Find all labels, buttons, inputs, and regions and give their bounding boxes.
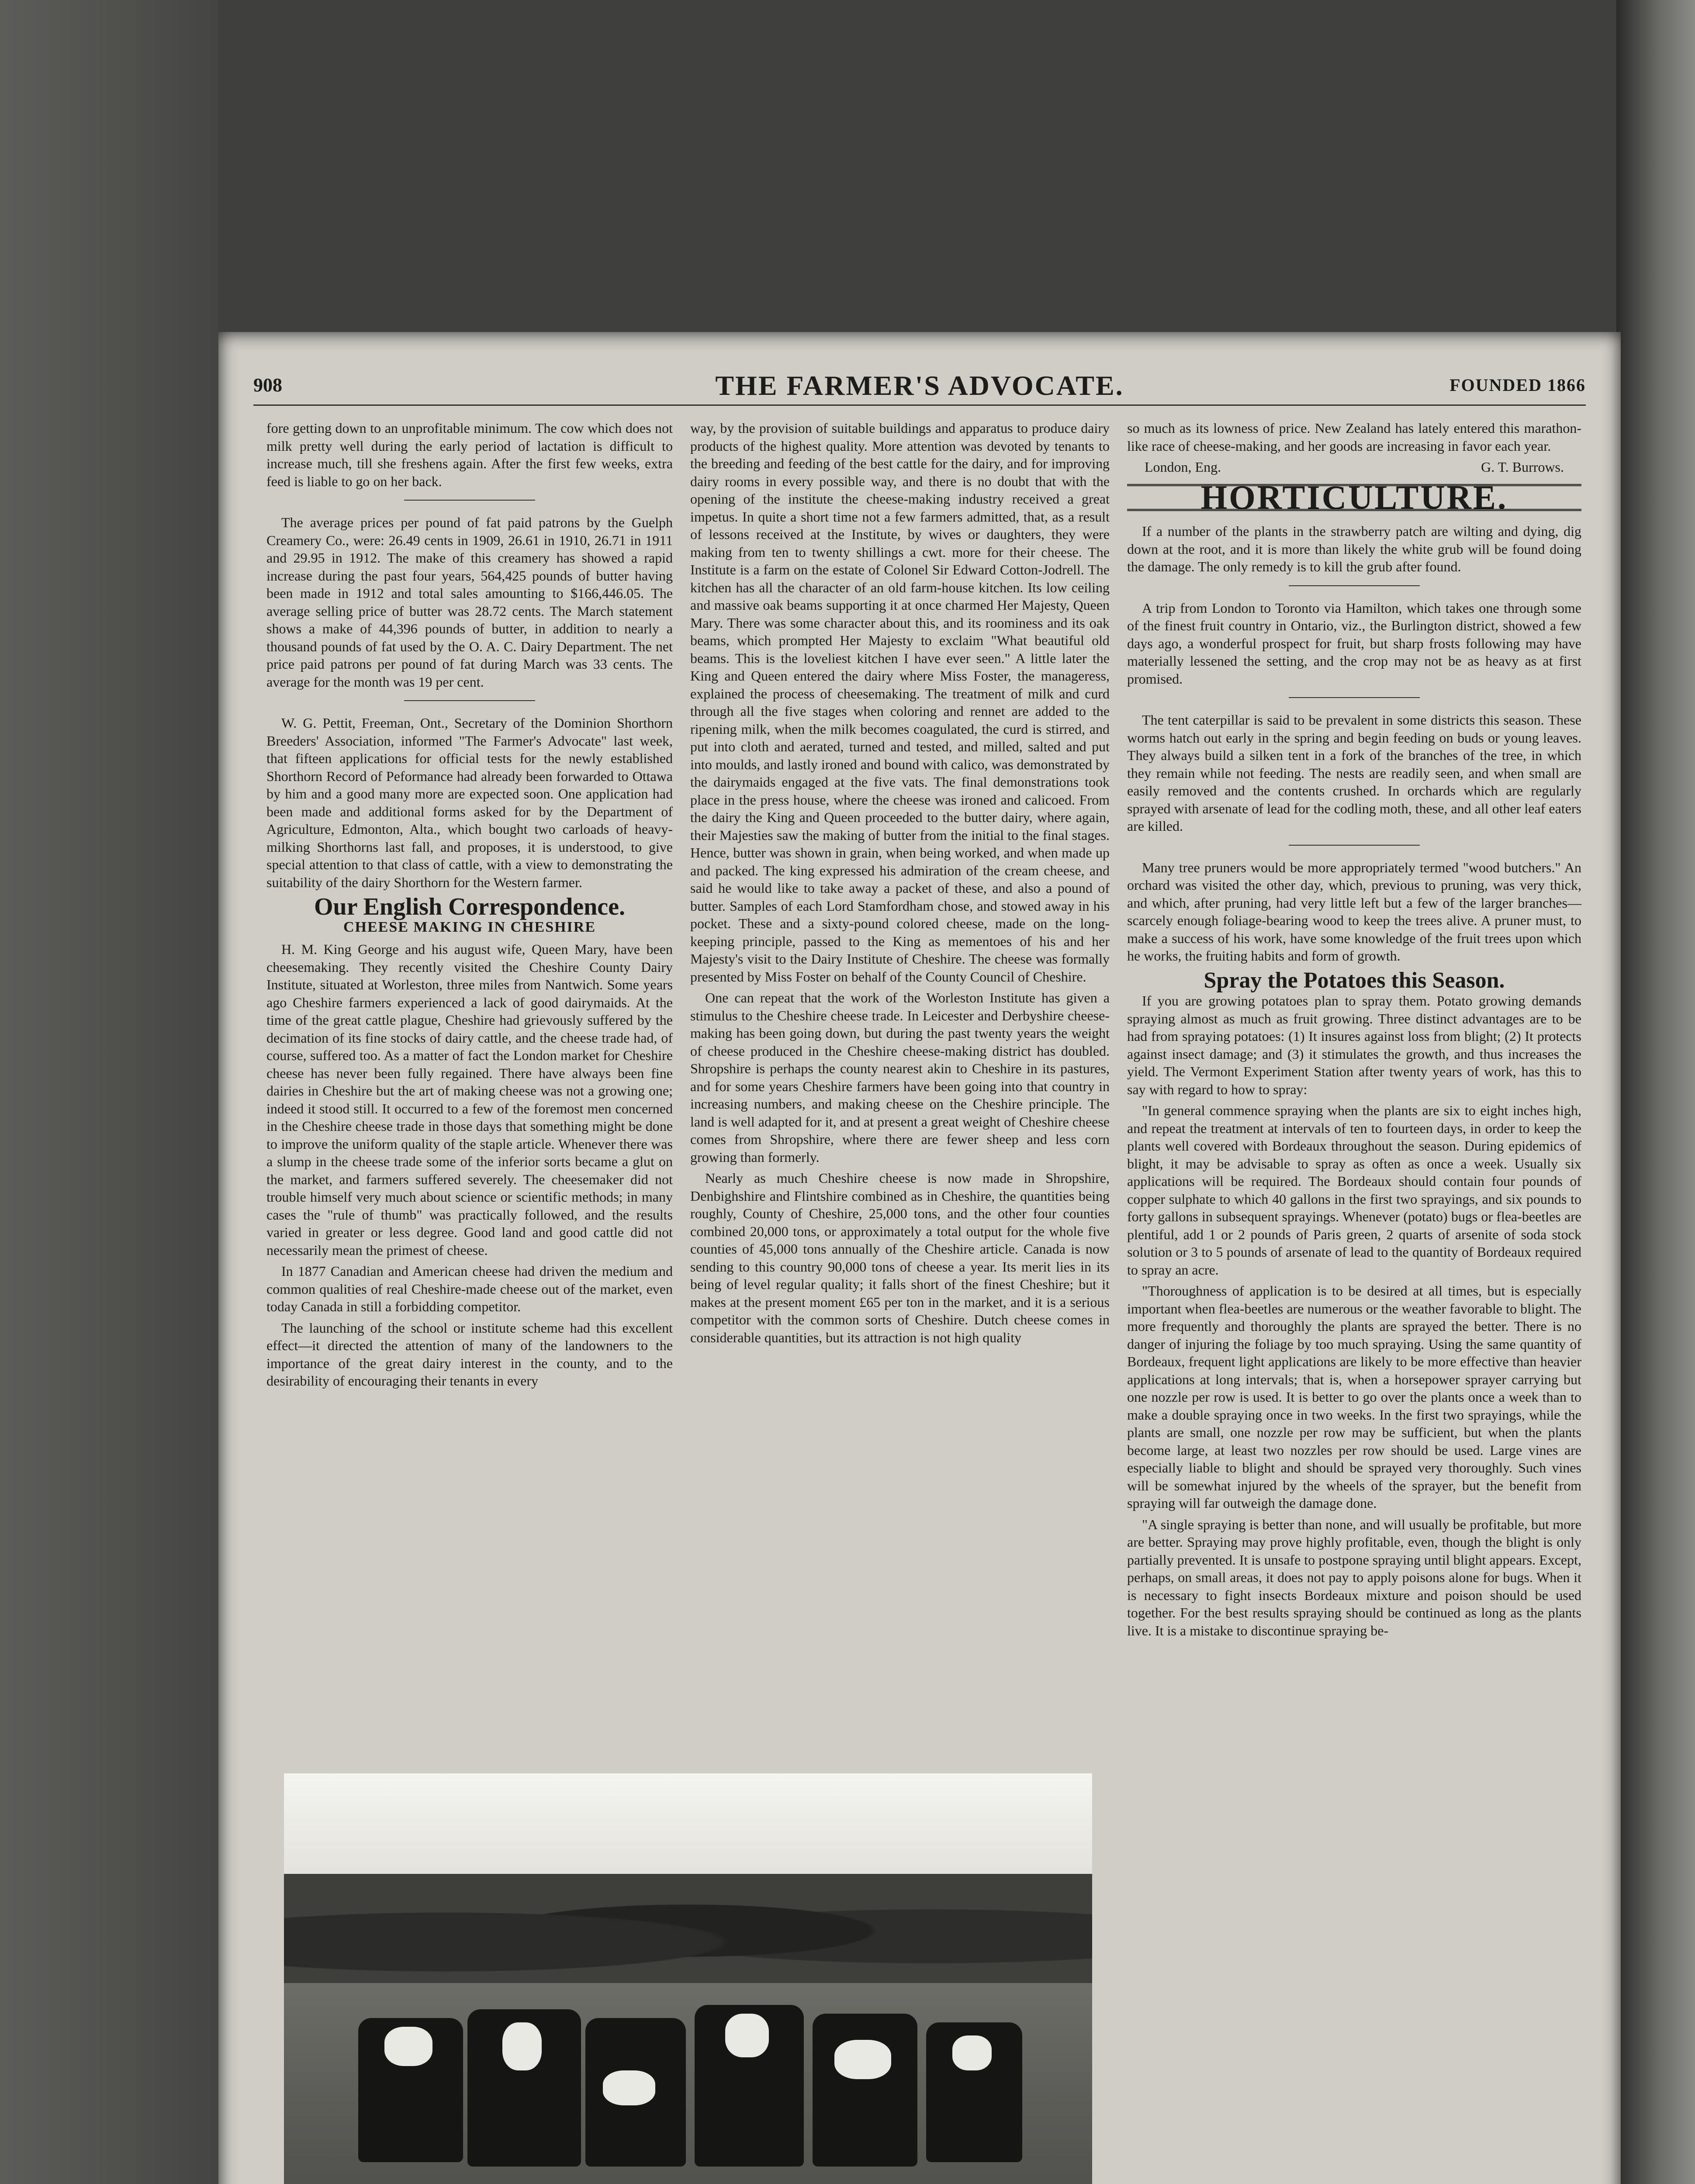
newspaper-page — [218, 332, 1621, 2184]
running-head — [253, 370, 1586, 406]
paragraph: The average prices per pound of fat paid patrons by the Guelph Creamery Co., were: 26.49 cents in 1909, 26.61 in 1910, 26.71 in 1911 and 29.95 in 1912. The make of this creamery has showed a rapid increase during the past four years, 564,425 pounds of butter having been made in 1912 and total sales amounting to $166,446.05. The average selling price of butter was 28.72 cents. The March statement shows a make of 44,396 pounds of butter, in addition to nearly a thousand pounds of fat used by the O. A. C. Dairy Department. The net price paid patrons per pound of fat during March was 33 cents. The average for the month was 19 per cent. — [266, 515, 673, 690]
founded-label: FOUNDED 1866 — [1449, 375, 1586, 395]
section-title-spray-potatoes: Spray the Potatoes this Season. — [1204, 968, 1505, 993]
subsection-title-cheese-making: CHEESE MAKING IN CHESHIRE — [343, 919, 596, 935]
paragraph: A trip from London to Toronto via Hamilton, which takes one through some of the finest fruit country in Ontario, viz., the Burlington district, showed a few days ago, a wonderful prospect for fruit, but sharp frosts following may have materially lessened the setting, and the crop may not be as heavy as at first promised. — [1127, 600, 1581, 687]
divider — [1289, 697, 1420, 698]
paragraph: fore getting down to an unprofitable minimum. The cow which does not milk pretty well during the early period of lactation is difficult to increase much, till she freshens again. After the first few weeks, extra feed is liable to go on her back. — [266, 420, 673, 489]
paragraph: If a number of the plants in the strawberry patch are wilting and dying, dig down at the root, and it is more than likely the white grub will be found doing the damage. The only remedy is to kill the grub after found. — [1127, 523, 1581, 574]
paragraph: "Thoroughness of application is to be desired at all times, but is especially important when flea-beetles are numerous or the weather favorable to blight. The more frequently and thoroughly the plants are sprayed the better. There is no danger of injuring the foliage by too much spraying. Using the same quantity of Bordeaux, frequent light applications are likely to be more effective than heavier applications at long intervals; that is, when a horsepower sprayer carrying but one nozzle per row is used. It is better to go over the plants once a week than to make a double spraying once in two weeks. In the first two sprayings, while the plants are small, one nozzle per row may be sufficient, but when the plants become large, at least two nozzles per row should be used. Large vines are especially liable to blight and should be sprayed very thoroughly. Such vines will be somewhat injured by the wheels of the sprayer, but the benefit from spraying will far outweigh the damage done. — [1127, 1283, 1581, 1511]
signature-place: London, Eng. — [1145, 459, 1221, 475]
signature-name: G. T. Burrows. — [1481, 459, 1564, 475]
paragraph: so much as its lowness of price. New Zealand has lately entered this marathon-like race of cheese-making, and her goods are increasing in favor each year. — [1127, 420, 1581, 454]
scan-margin-right — [1616, 0, 1695, 2184]
cow-figure — [695, 2005, 804, 2167]
photo-figure — [266, 1773, 1110, 2184]
paragraph: way, by the provision of suitable buildings and apparatus to produce dairy products of the highest quality. More attention was devoted by tenants to the breeding and feeding of the best cattle for the dairy, and for improving dairy rooms in every possible way, and there is no doubt that with the opening of the institute the cheese-making industry received a great impetus. In quite a short time not a few farmers admitted, that, as a result of lessons received at the Institute, by wives or daughters, they were making from ten to twenty shillings a cwt. more for their cheese. The Institute is a farm on the estate of Colonel Sir Edward Cotton-Jodrell. The kitchen has all the character of an old farm-house kitchen. Its low ceiling and massive oak beams supporting it at once charmed Her Majesty, Queen Mary. There was some character about this, and its roominess and its oak beams, which prompted Her Majesty to exclaim "What beautiful old beams. This is the loveliest kitchen I have ever seen." A little later the King and Queen entered the dairy where Miss Foster, the manageress, explained the process of cheesemaking. The treatment of milk and curd through all the five stages when coloring and rennet are added to the ripening milk, when the milk becomes coagulated, the curd is stirred, and put into cloth and aerated, turned and tested, and milled, salted and put into moulds, and lastly ironed and bound with calico, was demonstrated by the dairymaids engaged at the five vats. The final demonstrations took place in the press house, where the cheese was ironed and calicoed. From the dairy the King and Queen proceeded to the butter dairy, where again, their Majesties saw the making of butter from the initial to the final stages. Hence, butter was shown in grain, when being worked, and when made up and packed. The king expressed his admiration of the cream cheese, and said he would like to take away a packet of these, and also a pound of butter. Samples of each Lord Stamfordham chose, and stowed away in his pocket. These and a sixty-pound colored cheese, made on the long-keeping principle, passed to the King as mementoes of his and her Majesty's visit to the Dairy Institute of Cheshire. The cheese was formally presented by Miss Foster on behalf of the County Council of Cheshire. — [690, 420, 1110, 985]
paragraph: One can repeat that the work of the Worleston Institute has given a stimulus to the Cheshire cheese trade. In Leicester and Derbyshire cheese-making has been going down, but during the past twenty years the weight of cheese produced in the Cheshire cheese-making district has doubled. Shropshire is perhaps the county nearest akin to Cheshire in its pastures, and for some years Cheshire farmers have been going into that country in increasing numbers, and making cheese on the Cheshire principle. The land is well adapted for it, and at present a great weight of Cheshire cheese comes from Shropshire, where there are fewer sheep and less corn growing than formerly. — [690, 990, 1110, 1165]
paragraph: Many tree pruners would be more appropriately termed "wood butchers." An orchard was visited the other day, which, previous to pruning, was very thick, and which, after pruning, had very little left but a few of the larger branches—scarcely enough foliage-bearing wood to keep the trees alive. A pruner must, to make a success of his work, have some knowledge of the fruit trees upon which he works, the fruiting habits and form of growth. — [1127, 859, 1581, 964]
paragraph: W. G. Pettit, Freeman, Ont., Secretary of the Dominion Shorthorn Breeders' Association, informed "The Farmer's Advocate" last week, that fifteen applications for official tests for the newly established Shorthorn Record of Peformance had already been forwarded to Ottawa by him and a good many more are expected soon. One application had been made and additional forms asked for by the Department of Agriculture, Edmonton, Alta., which bought two carloads of heavy-milking Shorthorns last fall, and proposes, it is understood, to give special attention to that class of cattle, with a view to demonstrating the suitability of the dairy Shorthorn for the Western farmer. — [266, 715, 673, 890]
paragraph: If you are growing potatoes plan to spray them. Potato growing demands spraying almost as much as fruit growing. Three distinct advantages are to be had from spraying potatoes: (1) It insures against loss from blight; (2) It protects against insect damage; and (3) it stimulates the growth, and thus increases the yield. The Vermont Experiment Station after twenty years of work, has this to say with regard to how to spray: — [1127, 993, 1581, 1097]
publication-title: THE FARMER'S ADVOCATE. — [715, 370, 1124, 401]
paragraph: The tent caterpillar is said to be prevalent in some districts this season. These worms hatch out early in the spring and begin feeding on buds or young leaves. They always build a silken tent in a fork of the branches of the tree, in which they remain while not feeding. The nests are readily seen, and when small are easily removed and the contents crushed. In orchards which are regularly sprayed with arsenate of lead for the codling moth, these, and all other leaf eaters are killed. — [1127, 712, 1581, 834]
section-title-horticulture: HORTICULTURE. — [1127, 484, 1581, 511]
divider — [1289, 585, 1420, 586]
signature-line — [1127, 458, 1581, 476]
paragraph: "A single spraying is better than none, and will usually be profitable, but more are better. Spraying may prove highly profitable, even, though the blight is only partially prevented. It is unsafe to postpone spraying until blight appears. Except, perhaps, on small areas, it does not pay to apply poisons alone for bugs. When it is necessary to fight insects Bordeaux mixture and poison should be used together. For the best results spraying should be continued as long as the plants live. It is a mistake to discontinue spraying be- — [1127, 1516, 1581, 1638]
paragraph: In 1877 Canadian and American cheese had driven the medium and common qualities of real Cheshire-made cheese out of the market, even today Canada in still a forbidding competitor. — [266, 1263, 673, 1314]
cow-figure — [358, 2018, 463, 2162]
cow-figure — [585, 2018, 686, 2167]
column-1 — [266, 419, 673, 1393]
scan-margin-left — [0, 0, 218, 2184]
photo-trees — [284, 1874, 1092, 1987]
paragraph: Nearly as much Cheshire cheese is now made in Shropshire, Denbighshire and Flintshire combined as in Cheshire, the quantities being roughly, County of Cheshire, 25,000 tons, and the other four counties combined 20,000 tons, or approximately a total output for the whole five counties of 45,000 tons annually of the Cheshire article. Canada is now sending to this country 90,000 tons of cheese a year. Its merit lies in its being of level regular quality; it falls short of the finest Cheshire; but it makes at the present moment £65 per ton in the market, and it is a serious competitor with the common sorts of Cheshire. Dutch cheese comes in considerable quantities, but its attraction is not high quality — [690, 1170, 1110, 1345]
column-2 — [690, 419, 1110, 1350]
cow-figure — [813, 2014, 917, 2167]
divider — [404, 500, 535, 501]
page-number: 908 — [253, 374, 282, 396]
divider — [404, 700, 535, 701]
cow-figure — [926, 2022, 1022, 2162]
paragraph: The launching of the school or institute scheme had this excellent effect—it directed the attention of many of the landowners to the importance of the great dairy interest in the county, and to the desirability of encouraging their tenants in every — [266, 1320, 673, 1389]
section-title-english-correspondence: Our English Correspondence. — [314, 893, 626, 920]
photo-young-herd — [284, 1773, 1092, 2184]
paragraph: H. M. King George and his august wife, Queen Mary, have been cheesemaking. They recently visited the Cheshire County Dairy Institute, situated at Worleston, three miles from Nantwich. Some years ago Cheshire farmers experienced a lack of good dairymaids. At the time of the great cattle plague, Cheshire had grievously suffered by the decimation of its fine stocks of dairy cattle, and the cheese trade had, of course, suffered too. As a matter of fact the London market for Cheshire cheese has never been fully regained. There have always been fine dairies in Cheshire but the art of making cheese was not a growing one; indeed it stood still. It occurred to a few of the foremost men concerned in the Cheshire cheese trade in those days that something might be done to improve the uniform quality of the staple article. Whenever there was a slump in the cheese trade some of the inferior sorts became a glut on the market, and farmers suffered severely. The cheesemaker did not trouble himself very much about science or scientific methods; in many cases the "rule of thumb" was practically followed, and the results varied in greater or less degree. Good land and good cattle did not necessarily mean the primest of cheese. — [266, 941, 673, 1258]
column-3 — [1127, 419, 1581, 1643]
paragraph: "In general commence spraying when the plants are six to eight inches high, and repeat the treatment at intervals of ten to fourteen days, in order to keep the plants well covered with Bordeaux throughout the season. During epidemics of blight, it may be advisable to spray as often as once a week. Usually six applications will be required. The Bordeaux should contain four pounds of copper sulphate to which 40 gallons in the first two sprayings, and six pounds to forty gallons in subsequent sprayings. Whenever (potato) bugs or flea-beetles are plentiful, add 1 or 2 pounds of Paris green, 2 quarts of arsenite of soda stock solution or 3 to 5 pounds of arsenate of lead to the quantity of Bordeaux required to spray an acre. — [1127, 1102, 1581, 1278]
cow-figure — [467, 2009, 581, 2167]
divider — [1289, 845, 1420, 846]
